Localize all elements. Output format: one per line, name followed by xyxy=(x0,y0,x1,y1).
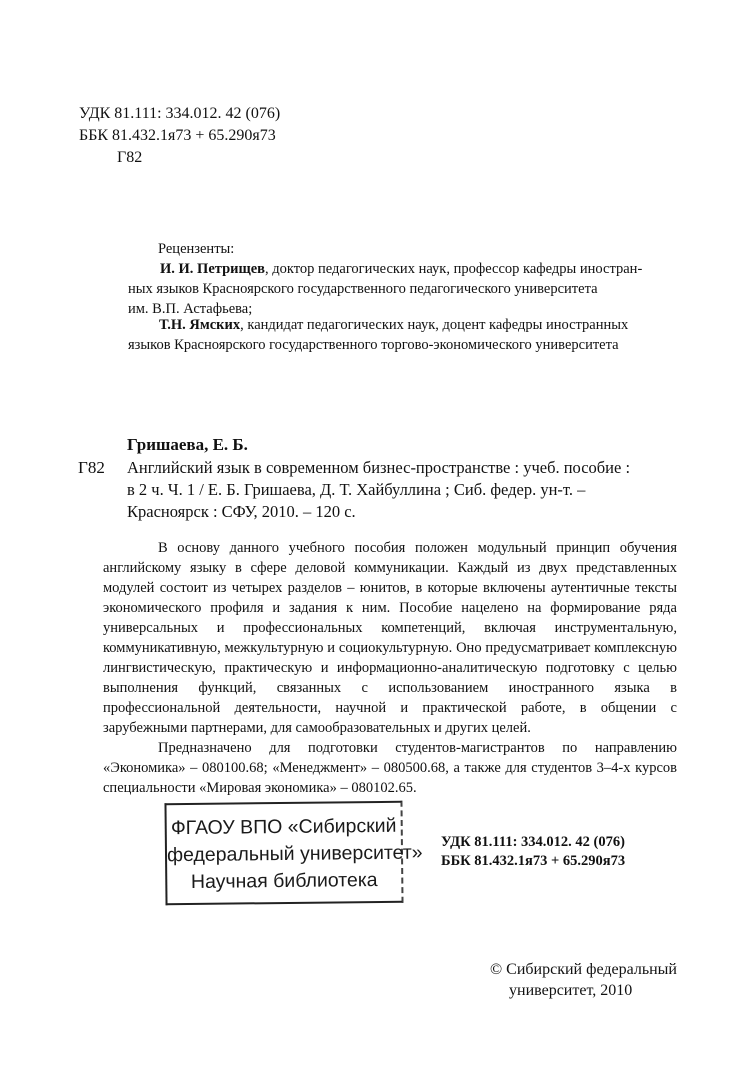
reviewer-1-name: И. И. Петрищев xyxy=(160,261,265,277)
record-author: Гришаева, Е. Б. xyxy=(127,435,248,454)
reviewers-heading: Рецензенты: xyxy=(158,241,235,257)
bbk-code: ББК 81.432.1я73 + 65.290я73 xyxy=(79,127,276,144)
udk-code-bottom: УДК 81.111: 334.012. 42 (076) xyxy=(441,834,625,850)
annotation-paragraph-2: Предназначено для подготовки студентов-магистрантов по направлению «Экономика» – 080100.68; «Менеджмент» – 080500.68, а также для студентов 3–4-х курсов специальности «Мировая экономика» – 080102.65. xyxy=(103,740,677,796)
bbk-code-bottom: ББК 81.432.1я73 + 65.290я73 xyxy=(441,853,626,869)
stamp-line-2: федеральный университет» xyxy=(166,841,423,867)
reviewer-1-text: , доктор педагогических наук, профессор кафедры иностран- xyxy=(265,261,643,277)
author-mark: Г82 xyxy=(117,149,143,166)
reviewer-2-text: , кандидат педагогических наук, доцент кафедры иностранных xyxy=(240,317,629,333)
udk-code: УДК 81.111: 334.012. 42 (076) xyxy=(79,105,281,122)
library-stamp xyxy=(164,801,423,905)
reviewer-2-name: Т.Н. Ямских xyxy=(159,317,241,333)
copyright-line-2: университет, 2010 xyxy=(509,982,633,999)
reviewer-2-line-2: языков Красноярского государственного торгово-экономического университета xyxy=(128,337,619,353)
record-title-line-3: Красноярск : СФУ, 2010. – 120 с. xyxy=(127,502,356,521)
record-title-line-1: Английский язык в современном бизнес-пространстве : учеб. пособие : xyxy=(127,458,631,477)
reviewer-2 xyxy=(159,315,628,335)
stamp-line-1: ФГАОУ ВПО «Сибирский xyxy=(170,814,397,840)
reviewer-1-line-2: ных языков Красноярского государственного педагогического университета xyxy=(128,281,598,297)
stamp-line-3: Научная библиотека xyxy=(190,869,378,893)
reviewer-1-line-3: им. В.П. Астафьева; xyxy=(128,301,253,317)
record-title-line-2: в 2 ч. Ч. 1 / Е. Б. Гришаева, Д. Т. Хайбуллина ; Сиб. федер. ун-т. – xyxy=(127,480,586,499)
copyright-line-1: © Сибирский федеральный xyxy=(490,961,677,978)
reviewer-1 xyxy=(160,259,642,279)
record-mark: Г82 xyxy=(78,458,105,477)
annotation-paragraph-1: В основу данного учебного пособия положен модульный принцип обучения английскому языку в сфере деловой коммуникации. Каждый из двух представленных модулей состоит из четырех разделов – юнитов, в которые включены аутентичные тексты экономического профиля и задания к ним. Пособие нацелено на формирование ряда универсальных и профессиональных компетенций, включая инструментальную, коммуникативную, межкультурную и социокультурную. Оно предусматривает комплексную лингвистическую, практическую и информационно-аналитическую подготовку с целью выполнения функций, связанных с использованием иностранного языка в профессиональной деятельности, научной и практической работе, в общении с зарубежными партнерами, для самообразовательных и других целей. xyxy=(103,540,677,736)
